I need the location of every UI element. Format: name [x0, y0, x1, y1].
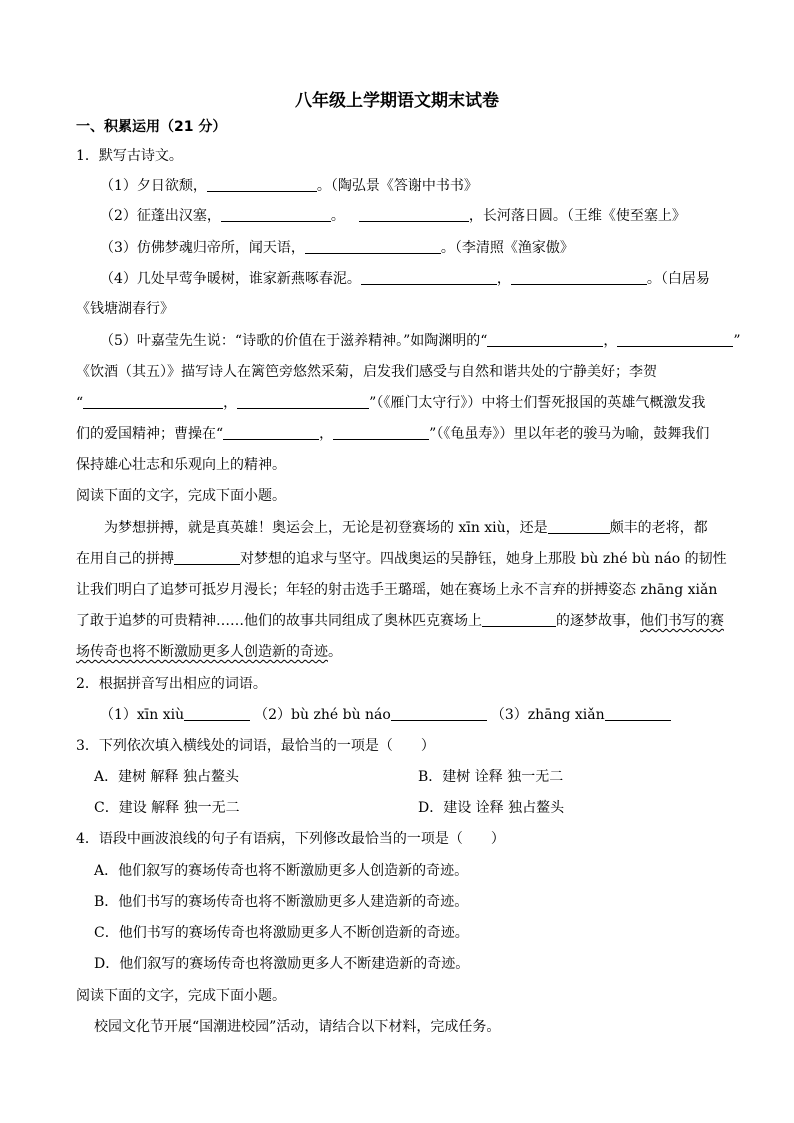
answer-blank[interactable] — [333, 425, 429, 440]
q1-item-4: （4）几处早莺争暖树，谁家新燕啄春泥。 ， 。（白居易 — [100, 271, 710, 287]
answer-blank[interactable] — [174, 550, 240, 565]
answer-blank[interactable] — [548, 519, 610, 534]
q3-option-a[interactable]: A．建树 解释 独占鳌头 — [94, 769, 240, 785]
q1-item-3: （3）仿佛梦魂归帝所，闻天语， 。（李清照《渔家傲》 — [100, 240, 574, 256]
answer-blank[interactable] — [305, 239, 441, 254]
answer-blank[interactable] — [237, 394, 369, 409]
q1-item-1: （1）夕日欲颓， 。（陶弘景《答谢中书书》 — [100, 178, 478, 194]
answer-blank[interactable] — [617, 332, 733, 347]
passage-line-4: 了敢于追梦的可贵精神……他们的故事共同组成了奥林匹克赛场上 的逐梦故事，他们书写的赛 — [76, 613, 724, 629]
q1-item-5-line4: 们的爱国精神；曹操在“ ， ”（《龟虽寿》）里以年老的骏马为喻，鼓舞我们 — [76, 426, 710, 442]
answer-blank[interactable] — [487, 332, 603, 347]
q3-stem: 3．下列依次填入横线处的词语，最恰当的一项是（ ） — [76, 738, 435, 754]
answer-blank[interactable] — [511, 270, 647, 285]
q1-item-5: （5）叶嘉莹先生说：“诗歌的价值在于滋养精神。”如陶渊明的“ ， ” — [100, 333, 741, 349]
q1-item-5-line3: “ ， ”（《雁门太守行》）中将士们誓死报国的英雄气概激发我 — [76, 395, 706, 411]
q3-option-d[interactable]: D．建设 诠释 独占鳌头 — [418, 800, 565, 816]
answer-blank[interactable] — [223, 425, 319, 440]
wavy-underlined-sentence: 他们书写的赛 — [640, 613, 724, 629]
answer-blank[interactable] — [361, 270, 497, 285]
q2-items: （1）xīn xiù （2）bù zhé bù náo （3）zhāng xiǎn — [100, 705, 671, 725]
reading-instruction: 阅读下面的文字，完成下面小题。 — [76, 988, 286, 1004]
q4-option-a[interactable]: A．他们叙写的赛场传奇也将不断激励更多人创造新的奇迹。 — [94, 863, 469, 879]
q1-item-4-source: 《钱塘湖春行》 — [76, 301, 174, 317]
answer-blank[interactable] — [605, 706, 671, 721]
q4-option-d[interactable]: D．他们叙写的赛场传奇也将激励更多人不断建造新的奇迹。 — [94, 956, 470, 972]
q4-option-b[interactable]: B．他们书写的赛场传奇也将不断激励更多人建造新的奇迹。 — [94, 894, 469, 910]
q3-option-c[interactable]: C．建设 解释 独一无二 — [94, 800, 240, 816]
q1-item-5-line5: 保持雄心壮志和乐观向上的精神。 — [76, 457, 286, 473]
answer-blank[interactable] — [207, 177, 317, 192]
campus-activity-intro: 校园文化节开展“国潮进校园”活动，请结合以下材料，完成任务。 — [94, 1019, 501, 1035]
passage-line-5: 场传奇也将不断激励更多人创造新的奇迹。 — [76, 644, 342, 660]
q2-stem: 2．根据拼音写出相应的词语。 — [76, 676, 267, 692]
answer-blank[interactable] — [482, 612, 556, 627]
answer-blank[interactable] — [359, 207, 469, 222]
q4-stem: 4．语段中画波浪线的句子有语病，下列修改最恰当的一项是（ ） — [76, 831, 505, 847]
q1-item-5-line2: 《饮酒（其五）》描写诗人在篱笆旁悠然采菊，启发我们感受与自然和谐共处的宁静美好；李贺 — [76, 364, 657, 380]
wavy-underlined-sentence: 场传奇也将不断激励更多人创造新的奇迹 — [76, 644, 328, 660]
answer-blank[interactable] — [184, 706, 250, 721]
section-heading: 一、积累运用（21 分） — [76, 119, 227, 135]
passage-line-1: 为梦想拼搏，就是真英雄！奥运会上，无论是初登赛场的 xīn xiù，还是 颇丰的老将，都 — [104, 520, 708, 536]
passage-line-3: 让我们明白了追梦可抵岁月漫长；年轻的射击选手王璐瑶，她在赛场上永不言弃的拼搏姿态 zhāng xiǎn — [76, 582, 718, 598]
page-title: 八年级上学期语文期末试卷 — [295, 91, 499, 111]
answer-blank[interactable] — [221, 207, 331, 222]
answer-blank[interactable] — [83, 394, 223, 409]
answer-blank[interactable] — [391, 706, 487, 721]
q4-option-c[interactable]: C．他们书写的赛场传奇也将激励更多人不断创造新的奇迹。 — [94, 925, 469, 941]
passage-line-2: 在用自己的拼搏 对梦想的追求与坚守。四战奥运的吴静钰，她身上那股 bù zhé bù náo 的韧性 — [76, 551, 727, 567]
q1-item-2: （2）征蓬出汉塞， 。 ，长河落日圆。（王维《使至塞上》 — [100, 208, 686, 224]
reading-instruction: 阅读下面的文字，完成下面小题。 — [76, 488, 286, 504]
q1-stem: 1．默写古诗文。 — [76, 148, 183, 164]
q3-option-b[interactable]: B．建树 诠释 独一无二 — [418, 769, 564, 785]
